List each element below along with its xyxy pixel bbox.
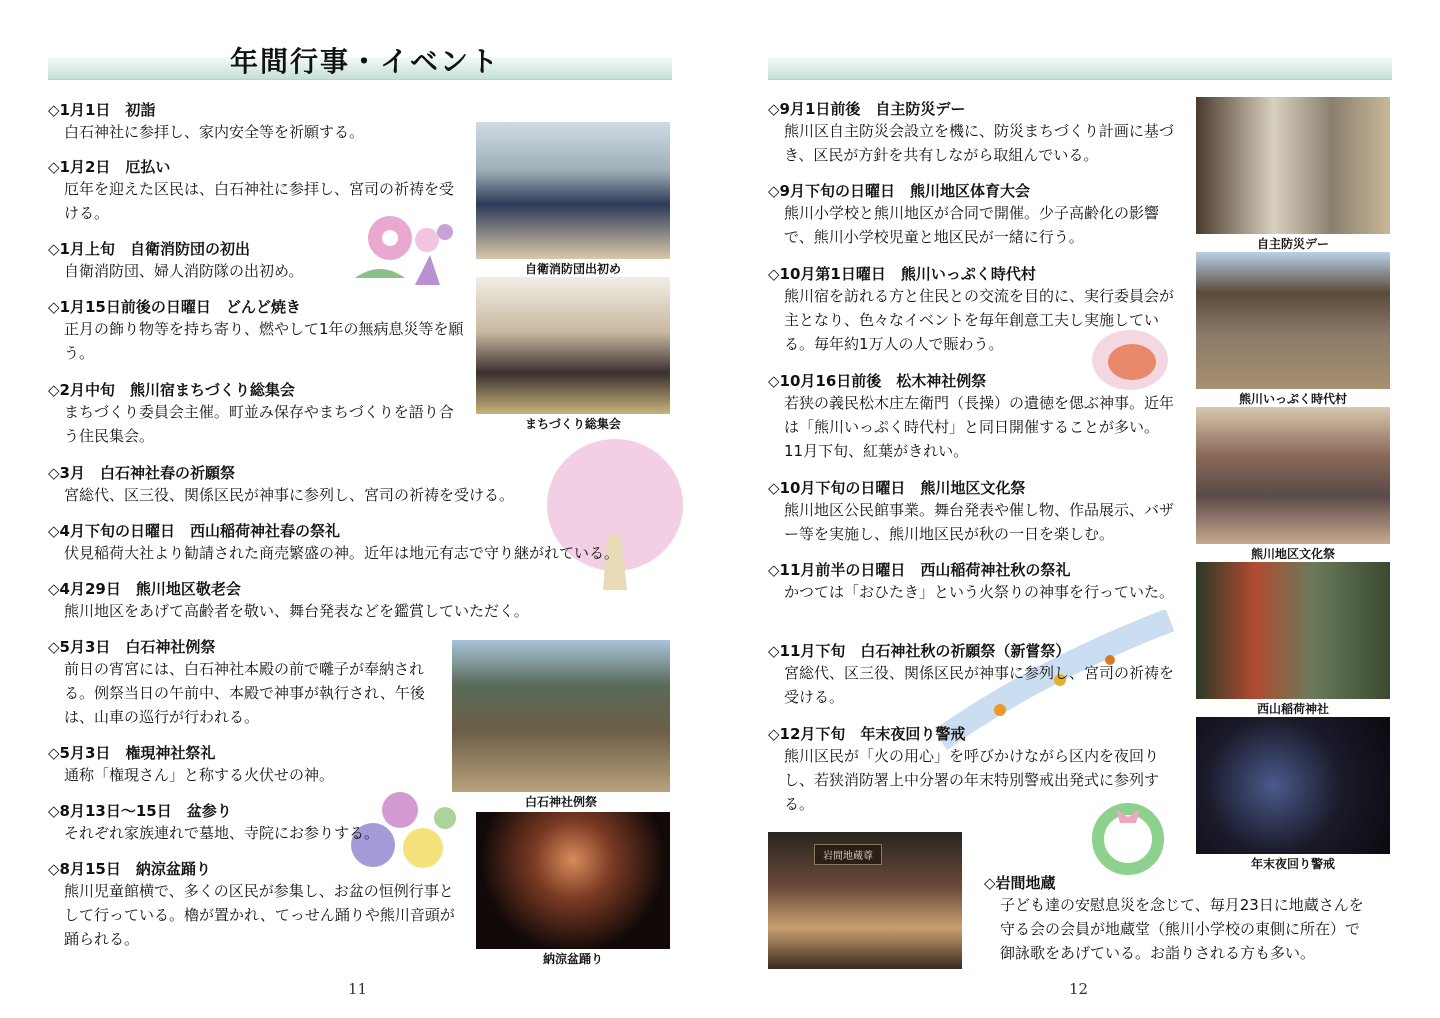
photo-caption: 納涼盆踊り [542, 952, 603, 966]
event-mar [48, 463, 608, 507]
event-heading: ◇5月3日 権現神社祭礼 [48, 744, 216, 762]
event-body: 前日の宵宮には、白石神社本殿の前で囃子が奉納される。例祭当日の午前中、本殿で神事が執行され、午後は、山車の巡行が行われる。 [64, 660, 425, 726]
event-body: まちづくり委員会主催。町並み保存やまちづくりを語り合う住民集会。 [64, 403, 454, 445]
photo-image [1196, 252, 1390, 389]
event-iwama-jizo [984, 873, 1374, 965]
event-jan1 [48, 100, 468, 144]
event-feb [48, 380, 468, 448]
event-body: 宮総代、区三役、関係区民が神事に参列し、宮司の祈祷を受ける。 [784, 664, 1175, 706]
event-heading: ◇3月 白石神社春の祈願祭 [48, 464, 235, 482]
event-heading: ◇8月13日～15日 盆参り [48, 802, 232, 820]
photo-disaster-day [1196, 97, 1390, 252]
event-body: 自衛消防団、婦人消防隊の出初め。 [64, 262, 304, 280]
event-body: 子ども達の安慰息災を念じて、毎月23日に地蔵さんを守る会の会員が地蔵堂（熊川小学校の東側に所在）で御詠歌をあげている。お詣りされる方も多い。 [1000, 896, 1364, 962]
photo-image [476, 812, 670, 949]
photo-caption: 熊川いっぷく時代村 [1238, 392, 1347, 406]
right-page [720, 0, 1440, 1018]
event-jan15 [48, 297, 468, 365]
event-nov-late [768, 641, 1178, 709]
event-heading: ◇10月第1日曜日 熊川いっぷく時代村 [768, 265, 1036, 283]
event-heading: ◇5月3日 白石神社例祭 [48, 638, 216, 656]
page-number: 11 [348, 980, 368, 998]
event-body: 熊川小学校と熊川地区が合同で開催。少子高齢化の影響で、熊川小学校児童と地区民が一緒に行う。 [784, 204, 1160, 246]
event-oct-late [768, 478, 1178, 546]
event-body: 熊川地区をあげて高齢者を敬い、舞台発表などを鑑賞していただく。 [64, 602, 529, 620]
event-body: 白石神社に参拝し、家内安全等を祈願する。 [64, 123, 365, 141]
photo-fire-brigade [476, 122, 670, 277]
event-aug13 [48, 801, 448, 845]
event-heading: ◇8月15日 納涼盆踊り [48, 860, 211, 878]
event-jan2 [48, 157, 468, 225]
event-oct1 [768, 264, 1178, 356]
event-heading: ◇11月前半の日曜日 西山稲荷神社秋の祭礼 [768, 561, 1071, 579]
photo-iwama-jizo [768, 832, 962, 969]
event-heading: ◇2月中旬 熊川宿まちづくり総集会 [48, 381, 295, 399]
event-may3-gongen [48, 743, 448, 787]
photo-caption: 白石神社例祭 [524, 795, 597, 809]
event-body: 若狭の義民松木庄左衛門（長操）の遺徳を偲ぶ神事。近年は「熊川いっぷく時代村」と同日開催することが多い。11月下旬、紅葉がきれい。 [784, 394, 1175, 460]
photo-image [1196, 97, 1390, 234]
photo-image [476, 122, 670, 259]
event-heading: ◇10月16日前後 松木神社例祭 [768, 372, 987, 390]
photo-night-patrol [1196, 717, 1390, 872]
event-body: 伏見稲荷大社より勧請された商売繁盛の神。近年は地元有志で守り継がれている。 [64, 544, 620, 562]
right-header-bar [768, 57, 1392, 80]
page-title: 年間行事・イベント [230, 45, 501, 78]
event-nov-early [768, 560, 1178, 604]
photo-caption: 年末夜回り警戒 [1250, 857, 1335, 871]
event-heading: ◇4月29日 熊川地区敬老会 [48, 580, 241, 598]
photo-caption: 自衛消防団出初め [524, 262, 621, 276]
photo-shiraishi-festival [452, 640, 670, 810]
event-heading: ◇1月上旬 自衛消防団の初出 [48, 240, 250, 258]
cherry-tree-decoration [545, 435, 685, 590]
event-heading: ◇12月下旬 年末夜回り警戒 [768, 725, 966, 743]
photo-image [1196, 717, 1390, 854]
photo-image [452, 640, 670, 792]
event-heading: ◇11月下旬 白石神社秋の祈願祭（新嘗祭） [768, 642, 1071, 660]
event-oct16 [768, 371, 1178, 463]
event-body: 熊川区自主防災会設立を機に、防災まちづくり計画に基づき、区民が方針を共有しながら取組んでいる。 [784, 122, 1174, 164]
event-body: 熊川宿を訪れる方と住民との交流を目的に、実行委員会が主となり、色々なイベントを毎年創意工夫し実施している。毎年約1万人の人で賑わう。 [784, 287, 1175, 353]
event-jan-early [48, 239, 468, 283]
photo-image [476, 277, 670, 414]
photo-caption: 自主防災デー [1256, 237, 1329, 251]
event-body: 厄年を迎えた区民は、白石神社に参拝し、宮司の祈祷を受ける。 [64, 180, 455, 222]
jizo-sign: 岩間地蔵尊 [814, 844, 882, 865]
event-heading: ◇1月1日 初詣 [48, 101, 156, 119]
event-body: かつては「おひたき」という火祭りの神事を行っていた。 [784, 583, 1175, 601]
photo-caption: まちづくり総集会 [525, 417, 621, 431]
event-apr-late [48, 521, 688, 565]
event-may3-shiraishi [48, 637, 448, 729]
event-body: 熊川児童館横で、多くの区民が参集し、お盆の恒例行事として行っている。櫓が置かれ、てっせん踊りや熊川音頭が踊られる。 [64, 882, 455, 948]
photo-nishiyama-inari [1196, 562, 1390, 717]
event-heading: ◇岩間地蔵 [984, 874, 1056, 892]
page-number: 12 [1069, 980, 1089, 998]
event-heading: ◇9月1日前後 自主防災デー [768, 100, 966, 118]
event-dec-late [768, 724, 1178, 816]
event-body: 熊川区民が「火の用心」を呼びかけながら区内を夜回りし、若狭消防署上中分署の年末特別警戒出発式に参列する。 [784, 747, 1160, 813]
event-aug15 [48, 859, 468, 951]
photo-image [1196, 562, 1390, 699]
photo-caption: 熊川地区文化祭 [1250, 547, 1335, 561]
event-body: 宮総代、区三役、関係区民が神事に参列し、宮司の祈祷を受ける。 [64, 486, 515, 504]
photo-town-meeting [476, 277, 670, 432]
event-heading: ◇1月15日前後の日曜日 どんど焼き [48, 298, 301, 316]
event-heading: ◇1月2日 厄払い [48, 158, 171, 176]
event-sep1 [768, 99, 1178, 167]
event-heading: ◇4月下旬の日曜日 西山稲荷神社春の祭礼 [48, 522, 340, 540]
event-body: 熊川地区公民館事業。舞台発表や催し物、作品展示、バザー等を実施し、熊川地区民が秋の一日を楽しむ。 [784, 501, 1175, 543]
event-body: それぞれ家族連れで墓地、寺院にお参りする。 [64, 824, 380, 842]
event-body: 通称「権現さん」と称する火伏せの神。 [64, 766, 335, 784]
photo-ippuku-village [1196, 252, 1390, 407]
photo-caption: 西山稲荷神社 [1256, 702, 1329, 716]
photo-culture-festival [1196, 407, 1390, 562]
event-apr29 [48, 579, 648, 623]
event-sep-late [768, 181, 1178, 249]
event-heading: ◇9月下旬の日曜日 熊川地区体育大会 [768, 182, 1030, 200]
photo-bon-dance [476, 812, 670, 967]
photo-image [1196, 407, 1390, 544]
event-body: 正月の飾り物等を持ち寄り、燃やして1年の無病息災等を願う。 [64, 320, 464, 362]
event-heading: ◇10月下旬の日曜日 熊川地区文化祭 [768, 479, 1026, 497]
